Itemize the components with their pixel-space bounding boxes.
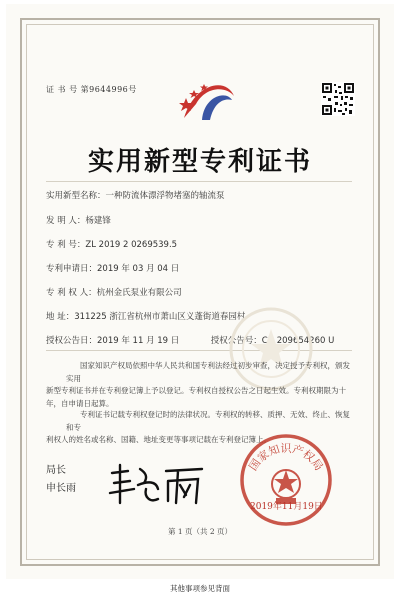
field-address [46, 310, 245, 322]
auth-date-value: 2019 年 11 月 19 日 [97, 336, 180, 346]
paragraph-line: 专利证书记载专利权登记时的法律状况。专利权的转移、质押、无效、终止、恢复和专 [66, 410, 350, 432]
certificate-number: 证 书 号 第9644996号 [46, 85, 137, 94]
red-official-stamp-icon [238, 432, 334, 528]
official-signatory [46, 462, 76, 498]
stamp-text: 国家知识产权局 [246, 441, 326, 474]
field-label: 专 利 权 人： [46, 288, 97, 298]
field-patentee [46, 286, 182, 298]
certificate-sheet [6, 4, 394, 579]
paragraph-line: 国家知识产权局依照中华人民共和国专利法经过初步审查，决定授予专利权，颁发实用 [66, 361, 350, 383]
field-value: 311225 浙江省杭州市萧山区义蓬街道春园村 [74, 312, 246, 322]
official-title: 局长 [46, 465, 66, 476]
paragraph-line: 利权人的姓名或名称、国籍、地址变更等事项记载在专利登记簿上。 [46, 435, 271, 444]
paragraph-line: 年，自申请日起算。 [46, 398, 114, 408]
handwritten-signature [106, 459, 206, 509]
field-application-date [46, 262, 179, 274]
field-value: ZL 2019 2 0269539.5 [85, 240, 178, 250]
pub-number-label: 授权公告号： [210, 336, 262, 346]
field-value: 杨建锋 [85, 216, 111, 226]
official-name: 申长雨 [46, 483, 76, 494]
national-emblem-icon [176, 76, 238, 122]
stamp-date: 2019年11月19日 [250, 502, 323, 512]
paragraph-line: 新型专利证书并在专利登记簿上予以登记。专利权自授权公告之日起生效。专利权期限为十 [46, 386, 346, 395]
pub-number-value: CN 209654260 U [261, 336, 335, 346]
certificate-title: 实用新型专利证书 [87, 147, 312, 177]
field-value: 一种防流体漂浮物堵塞的轴流泵 [105, 191, 225, 201]
field-label: 地 址： [46, 312, 75, 322]
field-label: 专 利 号： [46, 240, 86, 250]
field-label: 实用新型名称： [46, 191, 106, 201]
auth-date-label: 授权公告日： [46, 336, 98, 346]
divider-top [46, 181, 352, 182]
field-patent-number [46, 238, 177, 250]
footer-note: 其他事项参见背面 [170, 584, 230, 593]
field-label: 专利申请日： [46, 264, 98, 274]
field-label: 发 明 人： [46, 216, 86, 226]
page-number: 第 1 页（共 2 页） [167, 527, 233, 536]
field-value: 杭州金氏泵业有限公司 [96, 288, 182, 298]
field-utility-model-name [46, 189, 225, 201]
qr-code-icon [321, 82, 355, 116]
field-value: 2019 年 03 月 04 日 [97, 264, 180, 274]
field-inventor [46, 214, 111, 226]
paragraph-grant [46, 360, 356, 410]
